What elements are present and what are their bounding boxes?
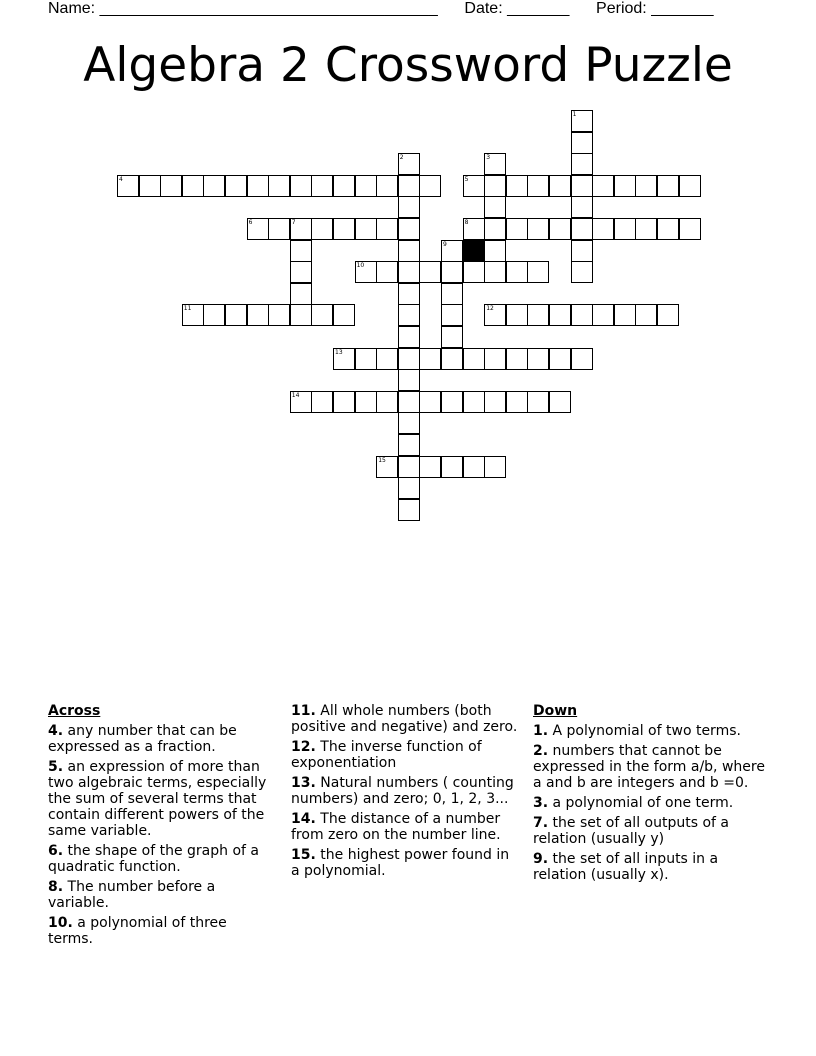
across-heading: Across [48,703,101,719]
clue-number-12: 12 [486,305,494,313]
period-field[interactable]: Period: _______ [596,0,714,17]
down-heading: Down [533,703,578,719]
crossword-cell[interactable] [657,218,679,240]
crossword-cell[interactable] [182,175,204,197]
crossword-cell[interactable] [549,348,571,370]
crossword-cell[interactable] [398,456,420,478]
crossword-cell[interactable] [506,175,528,197]
crossword-cell[interactable] [333,391,355,413]
crossword-cell[interactable] [592,304,614,326]
crossword-cell[interactable] [506,391,528,413]
crossword-cell[interactable] [398,477,420,499]
clue-down-7: 7. the set of all outputs of a relation (usually y) [533,815,729,847]
crossword-cell[interactable] [398,348,420,370]
crossword-cell[interactable] [657,304,679,326]
clue-down-9: 9. the set of all inputs in a relation (usually x). [533,851,719,883]
crossword-cell[interactable] [311,175,333,197]
crossword-cell[interactable] [506,218,528,240]
crossword-cell[interactable] [635,218,657,240]
crossword-cell[interactable] [376,175,398,197]
crossword-cell[interactable] [311,218,333,240]
crossword-cell[interactable] [290,175,312,197]
crossword-cell[interactable] [419,175,441,197]
crossword-cell[interactable] [203,175,225,197]
across-clues-column-2 [291,703,519,883]
down-clues-column [533,703,773,887]
clue-number-6: 6 [248,219,253,226]
crossword-block [463,240,485,262]
crossword-cell[interactable] [398,369,420,391]
crossword-cell[interactable] [484,456,506,478]
clue-number-13: 13 [335,348,343,356]
crossword-cell[interactable] [571,196,593,218]
clue-across-11: 11. All whole numbers (both positive and negative) and zero. [291,703,518,735]
crossword-cell[interactable] [592,218,614,240]
crossword-cell[interactable] [311,391,333,413]
date-field[interactable]: Date: _______ [464,0,570,17]
crossword-cell[interactable] [419,456,441,478]
clue-number-9: 9 [443,240,447,248]
clue-number-3: 3 [486,154,491,162]
crossword-cell[interactable] [614,304,636,326]
clue-number-14: 14 [291,391,300,399]
crossword-cell[interactable] [527,218,549,240]
crossword-cell[interactable] [484,391,506,413]
crossword-cell[interactable] [441,261,463,283]
crossword-cell[interactable] [247,304,269,326]
crossword-cell[interactable] [355,218,377,240]
clue-number-4: 4 [119,175,123,183]
clue-across-15: 15. the highest power found in a polynomial. [291,847,510,879]
clue-number-15: 15 [378,456,386,464]
crossword-cell[interactable] [139,175,161,197]
crossword-cell[interactable] [376,391,398,413]
crossword-cell[interactable] [571,132,593,154]
crossword-cell[interactable] [571,153,593,175]
clue-down-2: 2. numbers that cannot be expressed in the form a/b, where a and b are integers and b =0. [533,743,765,791]
crossword-cell[interactable] [290,304,312,326]
crossword-cell[interactable] [398,283,420,305]
crossword-cell[interactable] [527,261,549,283]
crossword-cell[interactable] [225,175,247,197]
crossword-cell[interactable] [311,304,333,326]
crossword-cell[interactable] [527,304,549,326]
crossword-cell[interactable] [398,391,420,413]
clue-number-1: 1 [572,111,577,118]
crossword-cell[interactable] [592,175,614,197]
crossword-cell[interactable] [571,261,593,283]
crossword-cell[interactable] [484,175,506,197]
crossword-cell[interactable] [549,304,571,326]
crossword-cell[interactable] [614,175,636,197]
crossword-cell[interactable] [549,218,571,240]
name-field[interactable]: Name: ______________________________________ [48,0,438,17]
crossword-cell[interactable] [376,348,398,370]
clue-number-5: 5 [464,175,469,183]
crossword-cell[interactable] [419,261,441,283]
clue-across-8: 8. The number before a variable. [48,879,216,911]
crossword-cell[interactable] [484,196,506,218]
crossword-cell[interactable] [484,218,506,240]
clue-across-14: 14. The distance of a number from zero on the number line. [291,811,501,843]
crossword-cell[interactable] [506,348,528,370]
crossword-cell[interactable] [549,175,571,197]
crossword-cell[interactable] [571,218,593,240]
crossword-cell[interactable] [398,434,420,456]
clue-number-2: 2 [399,154,404,162]
crossword-cell[interactable] [398,261,420,283]
crossword-cell[interactable] [376,218,398,240]
crossword-cell[interactable] [398,326,420,348]
crossword-cell[interactable] [614,218,636,240]
crossword-cell[interactable] [506,261,528,283]
clue-across-13: 13. Natural numbers ( counting numbers) and zero; 0, 1, 2, 3... [291,775,514,807]
clue-across-10: 10. a polynomial of three terms. [48,915,227,947]
crossword-cell[interactable] [549,391,571,413]
crossword-cell[interactable] [571,304,593,326]
crossword-cell[interactable] [268,218,290,240]
page-title: Algebra 2 Crossword Puzzle [83,38,733,93]
crossword-cell[interactable] [441,326,463,348]
crossword-cell[interactable] [398,196,420,218]
crossword-cell[interactable] [355,348,377,370]
crossword-cell[interactable] [463,456,485,478]
crossword-cell[interactable] [398,304,420,326]
clue-down-3: 3. a polynomial of one term. [533,795,734,811]
crossword-cell[interactable] [506,304,528,326]
crossword-cell[interactable] [571,348,593,370]
crossword-cell[interactable] [290,240,312,262]
clue-across-4: 4. any number that can be expressed as a fraction. [48,723,237,755]
clue-number-8: 8 [464,219,469,226]
crossword-cell[interactable] [160,175,182,197]
crossword-cell[interactable] [398,218,420,240]
crossword-cell[interactable] [203,304,225,326]
crossword-cell[interactable] [419,348,441,370]
crossword-cell[interactable] [657,175,679,197]
clue-number-11: 11 [183,305,192,313]
crossword-cell[interactable] [376,261,398,283]
crossword-cell[interactable] [355,175,377,197]
crossword-cell[interactable] [635,304,657,326]
crossword-cell[interactable] [398,412,420,434]
crossword-cell[interactable] [247,175,269,197]
crossword-cell[interactable] [398,240,420,262]
crossword-cell[interactable] [398,175,420,197]
crossword-cell[interactable] [441,304,463,326]
crossword-cell[interactable] [571,240,593,262]
clue-number-10: 10 [356,262,365,270]
crossword-cell[interactable] [484,240,506,262]
crossword-cell[interactable] [571,175,593,197]
crossword-cell[interactable] [484,348,506,370]
crossword-cell[interactable] [679,218,701,240]
crossword-cell[interactable] [463,348,485,370]
crossword-cell[interactable] [333,304,355,326]
crossword-cell[interactable] [290,283,312,305]
clue-down-1: 1. A polynomial of two terms. [533,723,741,739]
crossword-cell[interactable] [463,391,485,413]
crossword-cell[interactable] [635,175,657,197]
crossword-cell[interactable] [290,261,312,283]
crossword-cell[interactable] [441,283,463,305]
crossword-cell[interactable] [527,348,549,370]
crossword-cell[interactable] [419,391,441,413]
crossword-cell[interactable] [441,348,463,370]
crossword-cell[interactable] [527,175,549,197]
crossword-cell[interactable] [679,175,701,197]
across-clues-column [48,703,273,951]
crossword-cell[interactable] [441,456,463,478]
crossword-cell[interactable] [527,391,549,413]
crossword-cell[interactable] [398,499,420,521]
crossword-cell[interactable] [268,175,290,197]
crossword-cell[interactable] [441,391,463,413]
crossword-cell[interactable] [484,261,506,283]
clue-across-5: 5. an expression of more than two algebraic terms, especially the sum of several terms that contain different powers of the same variable. [48,759,267,839]
clue-number-7: 7 [291,219,296,226]
clue-across-12: 12. The inverse function of exponentiation [291,739,482,771]
clue-across-6: 6. the shape of the graph of a quadratic function. [48,843,259,875]
crossword-cell[interactable] [355,391,377,413]
crossword-cell[interactable] [268,304,290,326]
crossword-cell[interactable] [225,304,247,326]
crossword-cell[interactable] [333,218,355,240]
crossword-cell[interactable] [463,261,485,283]
crossword-cell[interactable] [333,175,355,197]
